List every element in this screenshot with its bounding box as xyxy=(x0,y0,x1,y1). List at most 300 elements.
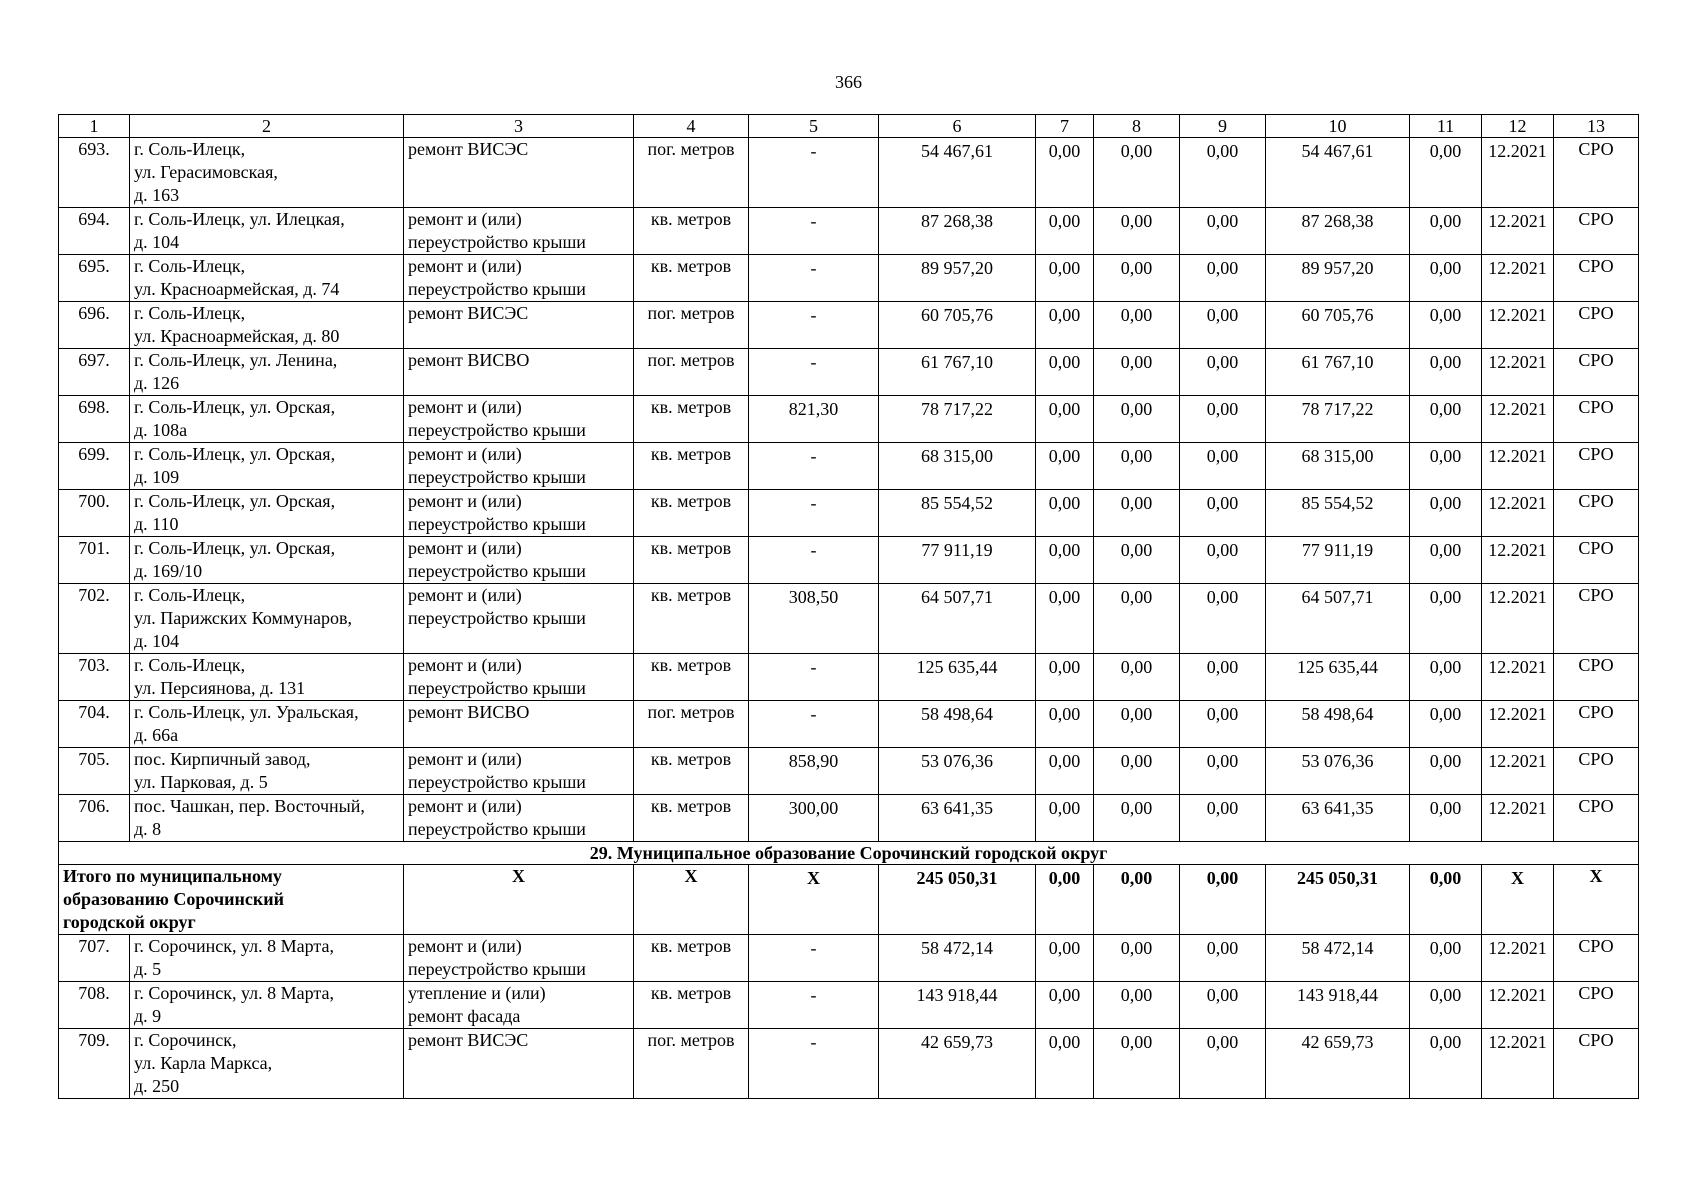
col6-cell: 78 717,22 xyxy=(879,396,1036,443)
col8-cell: 0,00 xyxy=(1094,584,1180,654)
col-header-11: 11 xyxy=(1410,115,1482,138)
unit-cell: кв. метров xyxy=(634,490,749,537)
section-row xyxy=(59,842,1639,865)
total-label-line: образованию Сорочинский xyxy=(63,889,284,909)
address-line: г. Соль-Илецк, xyxy=(134,303,246,323)
col7-cell: 0,00 xyxy=(1036,208,1094,255)
address-line: ул. Персиянова, д. 131 xyxy=(134,678,306,698)
col8-cell: 0,00 xyxy=(1094,795,1180,842)
work-type-line: утепление и (или) xyxy=(408,983,546,1003)
col5-cell: - xyxy=(749,537,879,584)
unit-cell: кв. метров xyxy=(634,935,749,982)
col6-cell: 42 659,73 xyxy=(879,1029,1036,1099)
col-header-5: 5 xyxy=(749,115,879,138)
col13-cell: СРО xyxy=(1554,584,1639,654)
work-type-cell xyxy=(404,443,634,490)
address-cell xyxy=(130,701,404,748)
col8-cell: 0,00 xyxy=(1094,701,1180,748)
work-type-line: переустройство крыши xyxy=(408,232,586,252)
row-number: 704. xyxy=(59,701,130,748)
col-header-13: 13 xyxy=(1554,115,1639,138)
col12-cell: 12.2021 xyxy=(1482,654,1554,701)
unit-cell: кв. метров xyxy=(634,255,749,302)
col12-cell: 12.2021 xyxy=(1482,255,1554,302)
work-type-cell xyxy=(404,138,634,208)
work-type-cell xyxy=(404,654,634,701)
address-cell xyxy=(130,748,404,795)
col6-cell: 77 911,19 xyxy=(879,537,1036,584)
col13-cell: СРО xyxy=(1554,748,1639,795)
col8-cell: 0,00 xyxy=(1094,935,1180,982)
col13-cell: СРО xyxy=(1554,138,1639,208)
col8-cell: 0,00 xyxy=(1094,982,1180,1029)
work-type-cell xyxy=(404,208,634,255)
address-line: г. Соль-Илецк, ул. Илецкая, xyxy=(134,209,345,229)
col6-cell: 58 472,14 xyxy=(879,935,1036,982)
work-type-line: переустройство крыши xyxy=(408,819,586,839)
col-header-3: 3 xyxy=(404,115,634,138)
table-row xyxy=(59,1029,1639,1099)
col11-cell: 0,00 xyxy=(1410,537,1482,584)
total-c10: 245 050,31 xyxy=(1266,865,1410,935)
col7-cell: 0,00 xyxy=(1036,748,1094,795)
col9-cell: 0,00 xyxy=(1180,255,1266,302)
col9-cell: 0,00 xyxy=(1180,537,1266,584)
work-type-line: ремонт ВИСЭС xyxy=(408,139,529,159)
row-number: 703. xyxy=(59,654,130,701)
col9-cell: 0,00 xyxy=(1180,302,1266,349)
address-line: д. 250 xyxy=(134,1076,180,1096)
col12-cell: 12.2021 xyxy=(1482,795,1554,842)
address-line: г. Соль-Илецк, xyxy=(134,256,246,276)
col5-cell: - xyxy=(749,935,879,982)
col7-cell: 0,00 xyxy=(1036,396,1094,443)
col13-cell: СРО xyxy=(1554,490,1639,537)
col10-cell: 42 659,73 xyxy=(1266,1029,1410,1099)
total-c12: X xyxy=(1482,865,1554,935)
col11-cell: 0,00 xyxy=(1410,443,1482,490)
unit-cell: кв. метров xyxy=(634,584,749,654)
col6-cell: 63 641,35 xyxy=(879,795,1036,842)
work-type-cell xyxy=(404,795,634,842)
address-line: г. Соль-Илецк, ул. Орская, xyxy=(134,397,336,417)
col5-cell: - xyxy=(749,255,879,302)
col10-cell: 87 268,38 xyxy=(1266,208,1410,255)
col11-cell: 0,00 xyxy=(1410,795,1482,842)
col11-cell: 0,00 xyxy=(1410,654,1482,701)
col13-cell: СРО xyxy=(1554,255,1639,302)
unit-cell: пог. метров xyxy=(634,349,749,396)
col9-cell: 0,00 xyxy=(1180,584,1266,654)
col13-cell: СРО xyxy=(1554,654,1639,701)
col11-cell: 0,00 xyxy=(1410,748,1482,795)
col5-cell: - xyxy=(749,138,879,208)
work-type-line: ремонт и (или) xyxy=(408,655,522,675)
table-row xyxy=(59,255,1639,302)
col12-cell: 12.2021 xyxy=(1482,443,1554,490)
row-number: 707. xyxy=(59,935,130,982)
col6-cell: 53 076,36 xyxy=(879,748,1036,795)
col12-cell: 12.2021 xyxy=(1482,1029,1554,1099)
col13-cell: СРО xyxy=(1554,396,1639,443)
col10-cell: 64 507,71 xyxy=(1266,584,1410,654)
col12-cell: 12.2021 xyxy=(1482,208,1554,255)
unit-cell: пог. метров xyxy=(634,302,749,349)
col9-cell: 0,00 xyxy=(1180,982,1266,1029)
col8-cell: 0,00 xyxy=(1094,255,1180,302)
col12-cell: 12.2021 xyxy=(1482,748,1554,795)
col9-cell: 0,00 xyxy=(1180,935,1266,982)
unit-cell: кв. метров xyxy=(634,537,749,584)
total-c5: X xyxy=(749,865,879,935)
work-type-line: ремонт ВИСЭС xyxy=(408,303,529,323)
col9-cell: 0,00 xyxy=(1180,490,1266,537)
work-type-line: ремонт ВИСВО xyxy=(408,350,530,370)
col-header-2: 2 xyxy=(130,115,404,138)
row-number: 694. xyxy=(59,208,130,255)
col13-cell: СРО xyxy=(1554,208,1639,255)
address-cell xyxy=(130,443,404,490)
address-line: ул. Карла Маркса, xyxy=(134,1053,273,1073)
col11-cell: 0,00 xyxy=(1410,396,1482,443)
total-col13: X xyxy=(1554,865,1639,935)
col-header-4: 4 xyxy=(634,115,749,138)
address-line: д. 109 xyxy=(134,467,180,487)
total-col3: X xyxy=(404,865,634,935)
work-type-cell xyxy=(404,584,634,654)
col13-cell: СРО xyxy=(1554,701,1639,748)
col7-cell: 0,00 xyxy=(1036,701,1094,748)
table-row xyxy=(59,795,1639,842)
col5-cell: - xyxy=(749,349,879,396)
section-title: 29. Муниципальное образование Сорочинский городской округ xyxy=(59,842,1639,865)
work-type-cell xyxy=(404,396,634,443)
col-header-12: 12 xyxy=(1482,115,1554,138)
work-type-line: ремонт ВИСЭС xyxy=(408,1030,529,1050)
row-number: 705. xyxy=(59,748,130,795)
col7-cell: 0,00 xyxy=(1036,537,1094,584)
col7-cell: 0,00 xyxy=(1036,795,1094,842)
address-line: ул. Красноармейская, д. 80 xyxy=(134,326,340,346)
address-line: д. 163 xyxy=(134,185,180,205)
work-type-line: ремонт и (или) xyxy=(408,585,522,605)
col10-cell: 89 957,20 xyxy=(1266,255,1410,302)
col11-cell: 0,00 xyxy=(1410,935,1482,982)
work-type-line: ремонт и (или) xyxy=(408,209,522,229)
address-line: г. Сорочинск, xyxy=(134,1030,237,1050)
row-number: 708. xyxy=(59,982,130,1029)
col-header-8: 8 xyxy=(1094,115,1180,138)
work-type-line: переустройство крыши xyxy=(408,279,586,299)
address-cell xyxy=(130,982,404,1029)
row-number: 700. xyxy=(59,490,130,537)
col-header-9: 9 xyxy=(1180,115,1266,138)
col7-cell: 0,00 xyxy=(1036,443,1094,490)
col5-cell: - xyxy=(749,701,879,748)
col11-cell: 0,00 xyxy=(1410,1029,1482,1099)
col9-cell: 0,00 xyxy=(1180,701,1266,748)
col7-cell: 0,00 xyxy=(1036,490,1094,537)
address-line: ул. Парковая, д. 5 xyxy=(134,772,268,792)
col6-cell: 61 767,10 xyxy=(879,349,1036,396)
col9-cell: 0,00 xyxy=(1180,748,1266,795)
total-c11: 0,00 xyxy=(1410,865,1482,935)
col7-cell: 0,00 xyxy=(1036,584,1094,654)
address-line: д. 104 xyxy=(134,631,180,651)
unit-cell: кв. метров xyxy=(634,396,749,443)
page-number: 366 xyxy=(835,72,862,92)
table-row xyxy=(59,701,1639,748)
col10-cell: 125 635,44 xyxy=(1266,654,1410,701)
work-type-cell xyxy=(404,255,634,302)
col11-cell: 0,00 xyxy=(1410,138,1482,208)
work-type-line: ремонт и (или) xyxy=(408,491,522,511)
address-line: г. Соль-Илецк, ул. Ленина, xyxy=(134,350,338,370)
unit-cell: кв. метров xyxy=(634,443,749,490)
work-type-cell xyxy=(404,701,634,748)
row-number: 695. xyxy=(59,255,130,302)
col9-cell: 0,00 xyxy=(1180,795,1266,842)
col8-cell: 0,00 xyxy=(1094,208,1180,255)
col10-cell: 60 705,76 xyxy=(1266,302,1410,349)
col10-cell: 77 911,19 xyxy=(1266,537,1410,584)
col11-cell: 0,00 xyxy=(1410,255,1482,302)
work-type-line: переустройство крыши xyxy=(408,420,586,440)
table-row xyxy=(59,138,1639,208)
address-cell xyxy=(130,302,404,349)
row-number: 698. xyxy=(59,396,130,443)
address-cell xyxy=(130,935,404,982)
address-line: д. 169/10 xyxy=(134,561,203,581)
address-cell xyxy=(130,795,404,842)
col10-cell: 63 641,35 xyxy=(1266,795,1410,842)
col-header-1: 1 xyxy=(59,115,130,138)
work-type-cell xyxy=(404,349,634,396)
col13-cell: СРО xyxy=(1554,795,1639,842)
col12-cell: 12.2021 xyxy=(1482,490,1554,537)
address-line: г. Соль-Илецк, xyxy=(134,585,246,605)
col6-cell: 87 268,38 xyxy=(879,208,1036,255)
col12-cell: 12.2021 xyxy=(1482,349,1554,396)
col11-cell: 0,00 xyxy=(1410,490,1482,537)
total-c8: 0,00 xyxy=(1094,865,1180,935)
address-cell xyxy=(130,138,404,208)
col8-cell: 0,00 xyxy=(1094,349,1180,396)
col6-cell: 58 498,64 xyxy=(879,701,1036,748)
col8-cell: 0,00 xyxy=(1094,396,1180,443)
work-type-line: ремонт и (или) xyxy=(408,749,522,769)
work-type-line: ремонт и (или) xyxy=(408,397,522,417)
unit-cell: кв. метров xyxy=(634,748,749,795)
work-type-line: ремонт и (или) xyxy=(408,936,522,956)
work-type-line: переустройство крыши xyxy=(408,608,586,628)
work-type-cell xyxy=(404,1029,634,1099)
unit-cell: кв. метров xyxy=(634,654,749,701)
work-type-line: ремонт и (или) xyxy=(408,444,522,464)
col10-cell: 53 076,36 xyxy=(1266,748,1410,795)
col13-cell: СРО xyxy=(1554,935,1639,982)
col8-cell: 0,00 xyxy=(1094,302,1180,349)
work-type-line: переустройство крыши xyxy=(408,467,586,487)
col10-cell: 61 767,10 xyxy=(1266,349,1410,396)
address-cell xyxy=(130,537,404,584)
work-type-line: переустройство крыши xyxy=(408,561,586,581)
col5-cell: - xyxy=(749,1029,879,1099)
work-type-cell xyxy=(404,302,634,349)
total-label-line: городской округ xyxy=(63,912,196,932)
address-cell xyxy=(130,208,404,255)
col13-cell: СРО xyxy=(1554,537,1639,584)
col5-cell: 300,00 xyxy=(749,795,879,842)
col7-cell: 0,00 xyxy=(1036,255,1094,302)
work-type-line: переустройство крыши xyxy=(408,959,586,979)
register-table xyxy=(58,114,1639,1099)
col7-cell: 0,00 xyxy=(1036,1029,1094,1099)
total-label-line: Итого по муниципальному xyxy=(63,866,282,886)
address-line: г. Соль-Илецк, ул. Уральская, xyxy=(134,702,359,722)
table-row xyxy=(59,490,1639,537)
col5-cell: - xyxy=(749,302,879,349)
work-type-line: ремонт и (или) xyxy=(408,256,522,276)
col12-cell: 12.2021 xyxy=(1482,982,1554,1029)
address-cell xyxy=(130,349,404,396)
col10-cell: 54 467,61 xyxy=(1266,138,1410,208)
address-line: г. Соль-Илецк, ул. Орская, xyxy=(134,444,336,464)
address-line: г. Соль-Илецк, xyxy=(134,655,246,675)
col13-cell: СРО xyxy=(1554,443,1639,490)
col6-cell: 60 705,76 xyxy=(879,302,1036,349)
work-type-cell xyxy=(404,490,634,537)
col6-cell: 125 635,44 xyxy=(879,654,1036,701)
work-type-line: ремонт фасада xyxy=(408,1006,521,1026)
col10-cell: 58 472,14 xyxy=(1266,935,1410,982)
col7-cell: 0,00 xyxy=(1036,138,1094,208)
work-type-line: переустройство крыши xyxy=(408,514,586,534)
col12-cell: 12.2021 xyxy=(1482,396,1554,443)
table-row xyxy=(59,396,1639,443)
row-number: 693. xyxy=(59,138,130,208)
address-line: д. 104 xyxy=(134,232,180,252)
address-line: д. 8 xyxy=(134,819,162,839)
col5-cell: - xyxy=(749,982,879,1029)
col6-cell: 68 315,00 xyxy=(879,443,1036,490)
total-row xyxy=(59,865,1639,935)
col9-cell: 0,00 xyxy=(1180,654,1266,701)
col12-cell: 12.2021 xyxy=(1482,701,1554,748)
col10-cell: 58 498,64 xyxy=(1266,701,1410,748)
col6-cell: 143 918,44 xyxy=(879,982,1036,1029)
address-cell xyxy=(130,1029,404,1099)
col8-cell: 0,00 xyxy=(1094,654,1180,701)
col13-cell: СРО xyxy=(1554,349,1639,396)
col9-cell: 0,00 xyxy=(1180,1029,1266,1099)
work-type-cell xyxy=(404,748,634,795)
table-row xyxy=(59,584,1639,654)
col5-cell: - xyxy=(749,490,879,537)
table-row xyxy=(59,349,1639,396)
col10-cell: 85 554,52 xyxy=(1266,490,1410,537)
work-type-cell xyxy=(404,537,634,584)
unit-cell: кв. метров xyxy=(634,982,749,1029)
address-cell xyxy=(130,396,404,443)
unit-cell: кв. метров xyxy=(634,795,749,842)
col7-cell: 0,00 xyxy=(1036,935,1094,982)
col8-cell: 0,00 xyxy=(1094,748,1180,795)
row-number: 702. xyxy=(59,584,130,654)
address-cell xyxy=(130,584,404,654)
col6-cell: 89 957,20 xyxy=(879,255,1036,302)
address-line: г. Соль-Илецк, ул. Орская, xyxy=(134,491,336,511)
col12-cell: 12.2021 xyxy=(1482,138,1554,208)
address-line: г. Сорочинск, ул. 8 Марта, xyxy=(134,936,334,956)
col8-cell: 0,00 xyxy=(1094,443,1180,490)
row-number: 696. xyxy=(59,302,130,349)
address-line: г. Сорочинск, ул. 8 Марта, xyxy=(134,983,334,1003)
col5-cell: - xyxy=(749,654,879,701)
col11-cell: 0,00 xyxy=(1410,349,1482,396)
row-number: 697. xyxy=(59,349,130,396)
col5-cell: - xyxy=(749,443,879,490)
col9-cell: 0,00 xyxy=(1180,396,1266,443)
col12-cell: 12.2021 xyxy=(1482,537,1554,584)
col9-cell: 0,00 xyxy=(1180,138,1266,208)
col8-cell: 0,00 xyxy=(1094,490,1180,537)
unit-cell: пог. метров xyxy=(634,1029,749,1099)
address-line: д. 5 xyxy=(134,959,162,979)
row-number: 699. xyxy=(59,443,130,490)
address-line: д. 9 xyxy=(134,1006,162,1026)
col7-cell: 0,00 xyxy=(1036,349,1094,396)
unit-cell: пог. метров xyxy=(634,138,749,208)
unit-cell: пог. метров xyxy=(634,701,749,748)
table-row xyxy=(59,208,1639,255)
col11-cell: 0,00 xyxy=(1410,701,1482,748)
total-c7: 0,00 xyxy=(1036,865,1094,935)
address-line: д. 66а xyxy=(134,725,179,745)
address-line: г. Соль-Илецк, xyxy=(134,139,246,159)
table-row xyxy=(59,302,1639,349)
total-label xyxy=(59,865,404,935)
col11-cell: 0,00 xyxy=(1410,208,1482,255)
address-line: ул. Парижских Коммунаров, xyxy=(134,608,352,628)
table-row xyxy=(59,982,1639,1029)
col9-cell: 0,00 xyxy=(1180,349,1266,396)
col-header-10: 10 xyxy=(1266,115,1410,138)
header-row xyxy=(59,115,1639,138)
col6-cell: 85 554,52 xyxy=(879,490,1036,537)
total-col4: X xyxy=(634,865,749,935)
address-line: д. 126 xyxy=(134,373,180,393)
address-line: ул. Герасимовская, xyxy=(134,162,278,182)
col10-cell: 68 315,00 xyxy=(1266,443,1410,490)
table-body xyxy=(59,115,1639,1099)
col12-cell: 12.2021 xyxy=(1482,584,1554,654)
col13-cell: СРО xyxy=(1554,302,1639,349)
row-number: 701. xyxy=(59,537,130,584)
col8-cell: 0,00 xyxy=(1094,537,1180,584)
total-c6: 245 050,31 xyxy=(879,865,1036,935)
table-row xyxy=(59,443,1639,490)
col9-cell: 0,00 xyxy=(1180,208,1266,255)
address-line: ул. Красноармейская, д. 74 xyxy=(134,279,340,299)
unit-cell: кв. метров xyxy=(634,208,749,255)
address-line: д. 108а xyxy=(134,420,188,440)
col5-cell: 308,50 xyxy=(749,584,879,654)
col8-cell: 0,00 xyxy=(1094,138,1180,208)
col11-cell: 0,00 xyxy=(1410,982,1482,1029)
address-line: пос. Кирпичный завод, xyxy=(134,749,311,769)
table-row xyxy=(59,537,1639,584)
